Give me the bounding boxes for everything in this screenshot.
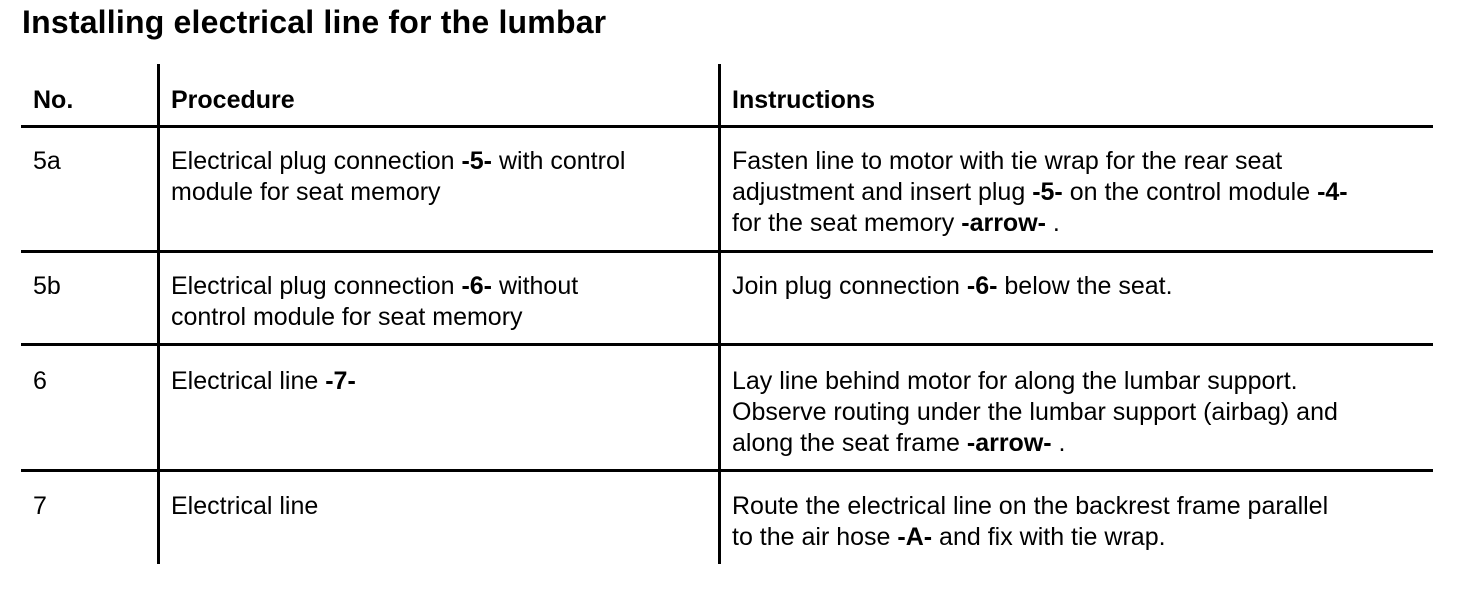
procedure-text: Electrical line -7- <box>171 367 356 395</box>
page-title: Installing electrical line for the lumbar <box>22 4 607 40</box>
procedure-text: Electrical plug connection -5- with control module for seat memory <box>171 147 626 206</box>
instructions-text: Join plug connection -6- below the seat. <box>732 272 1173 300</box>
row-number: 5a <box>33 147 61 175</box>
header-procedure: Procedure <box>171 86 295 114</box>
column-divider-no <box>157 64 160 564</box>
procedure-text: Electrical plug connection -6- without control module for seat memory <box>171 272 579 331</box>
instructions-text: Lay line behind motor for along the lumbar support. Observe routing under the lumbar support (airbag) and along the seat frame -arrow- . <box>732 367 1338 457</box>
instructions-text: Route the electrical line on the backrest frame parallel to the air hose -A- and fix with tie wrap. <box>732 492 1329 551</box>
procedure-table <box>21 64 1433 564</box>
header-instructions: Instructions <box>732 86 876 114</box>
row-number: 6 <box>33 367 47 395</box>
row-number: 5b <box>33 272 61 300</box>
row-divider <box>21 343 1433 346</box>
instructions-text: Fasten line to motor with tie wrap for the rear seat adjustment and insert plug -5- on the control module -4- for the seat memory -arrow- . <box>732 147 1348 237</box>
column-divider-procedure <box>718 64 721 564</box>
header-divider <box>21 125 1433 128</box>
procedure-text: Electrical line <box>171 492 319 520</box>
row-divider <box>21 250 1433 253</box>
row-number: 7 <box>33 492 47 520</box>
row-divider <box>21 469 1433 472</box>
header-no: No. <box>33 86 74 114</box>
